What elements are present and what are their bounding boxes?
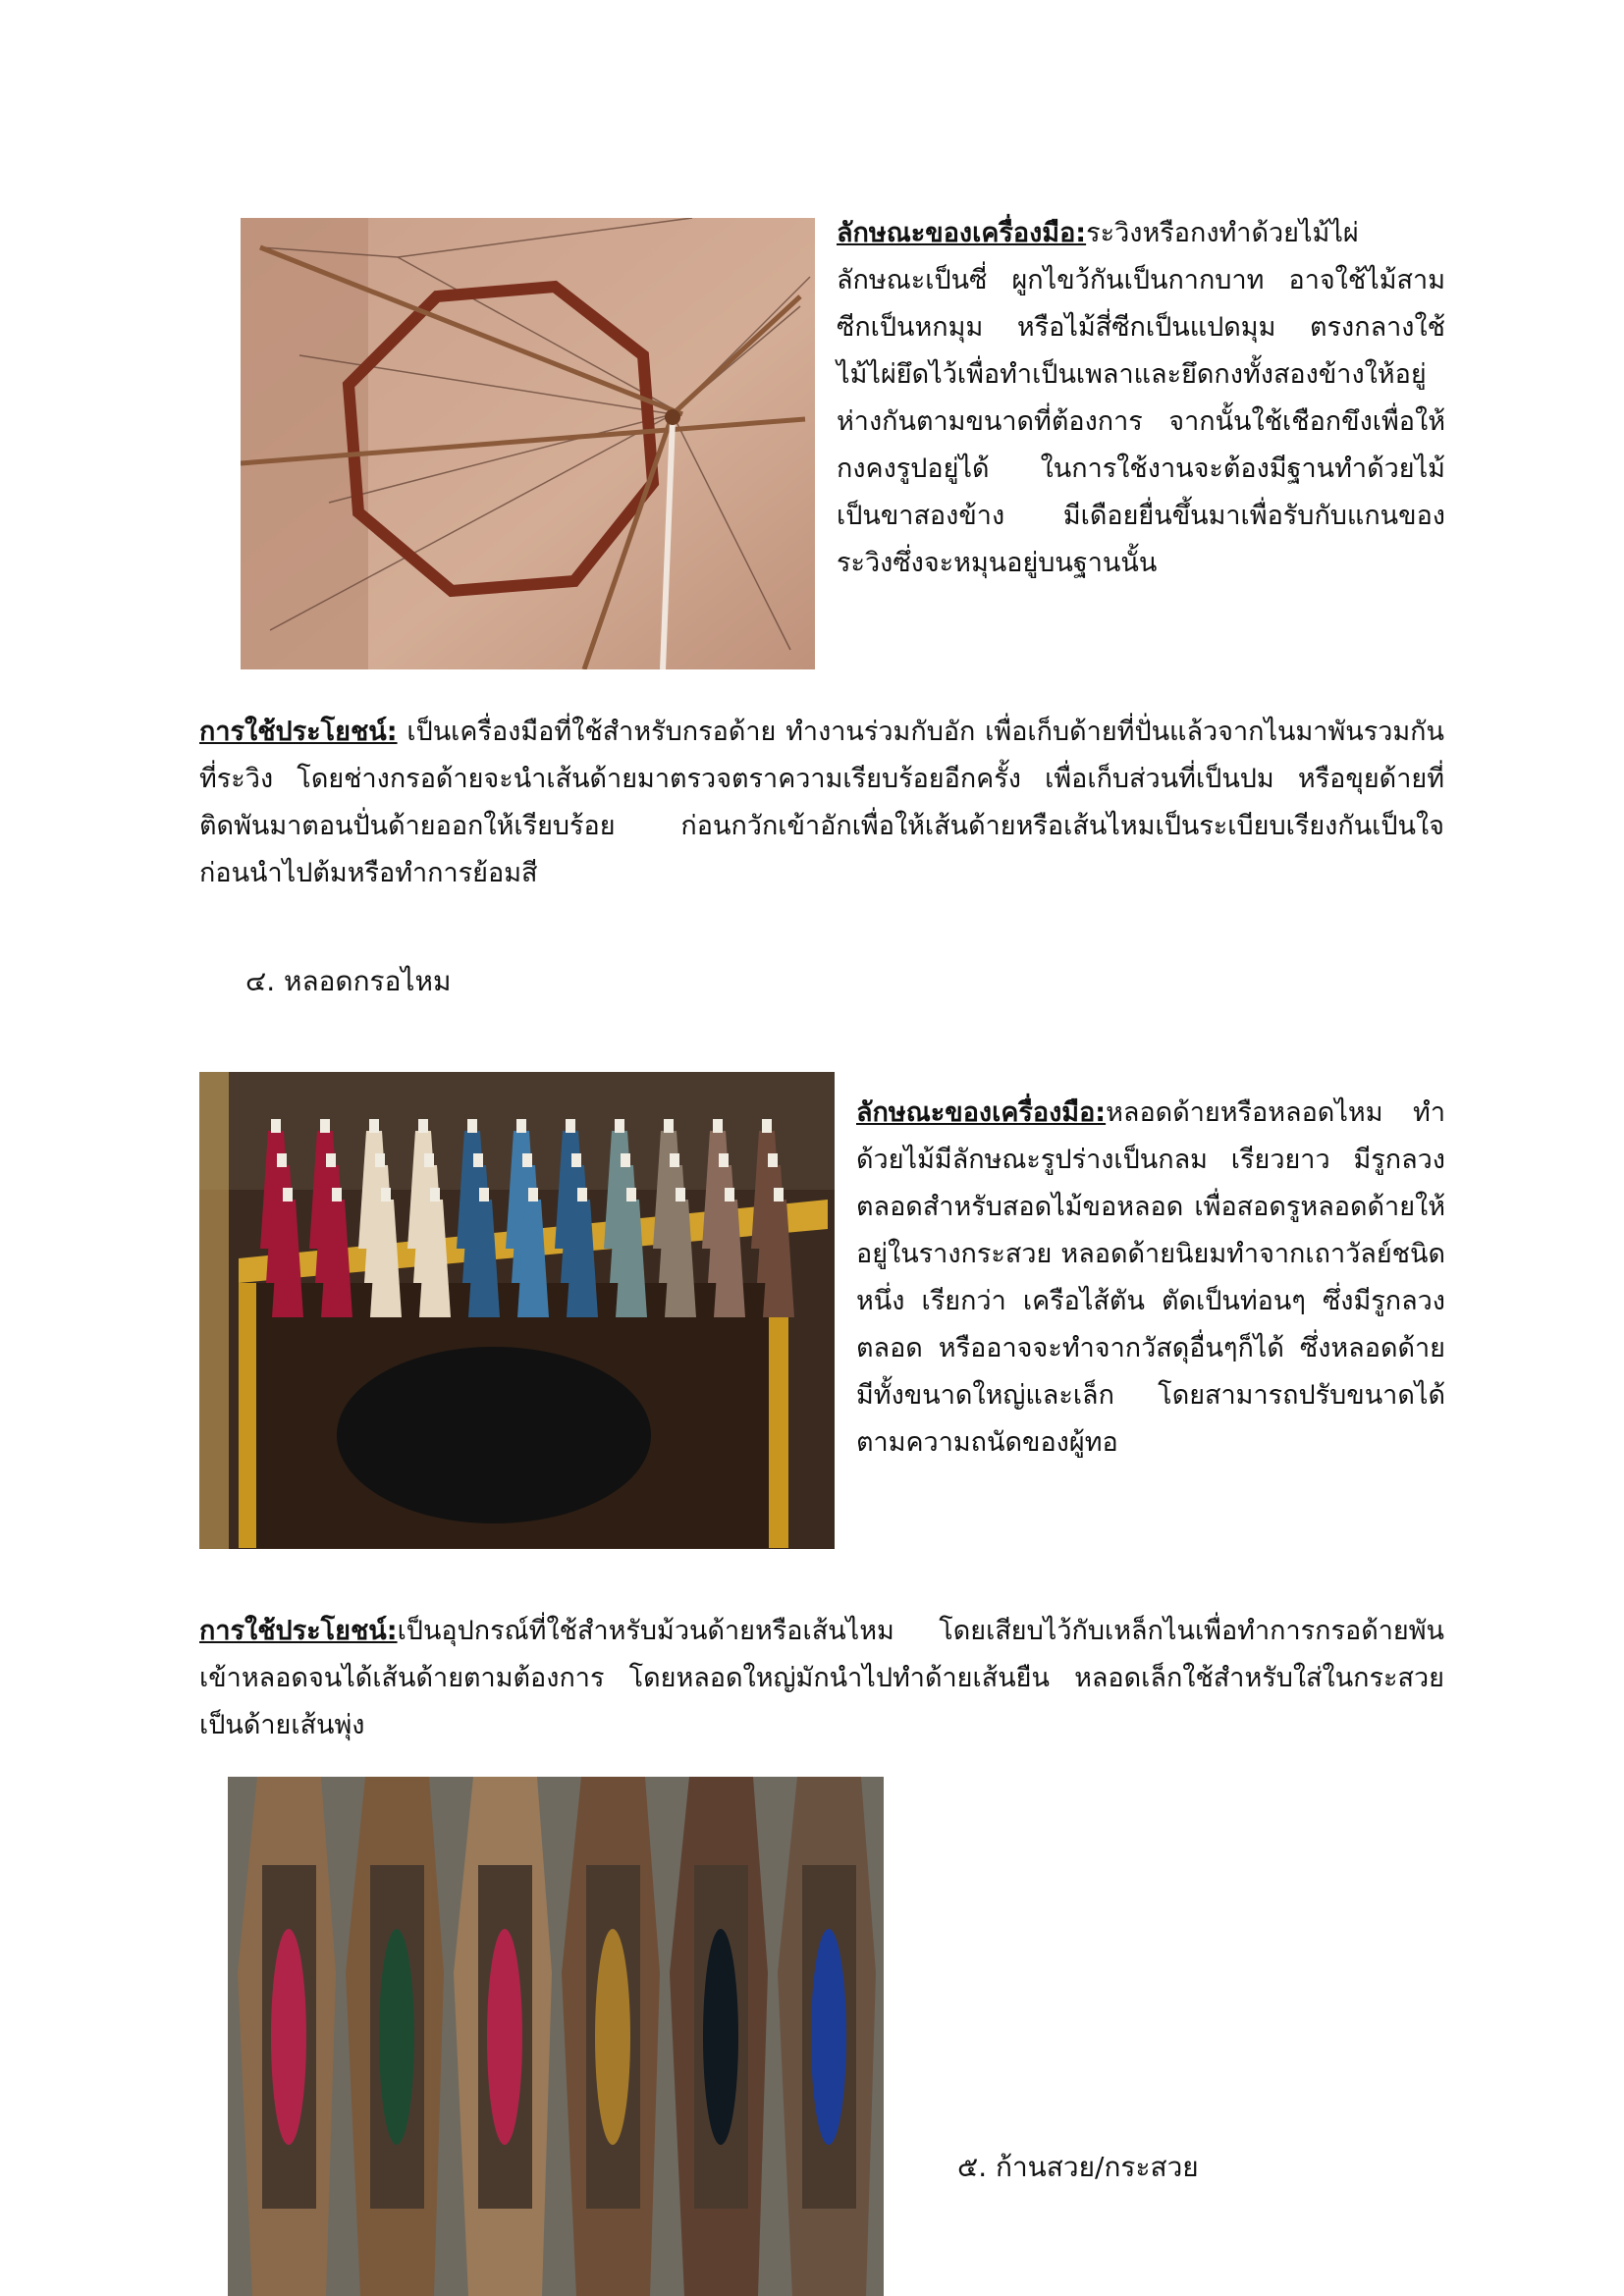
spool-tip	[626, 1188, 636, 1201]
spool-tip	[271, 1119, 281, 1133]
description-text: หลอดด้ายหรือหลอดไหม ทำด้วยไม้มีลักษณะรูปร่างเป็นกลม เรียวยาว มีรูกลวงตลอดสำหรับสอดไม้ขอหลอด เพื่อสอดรูหลอดด้ายให้อยู่ในรางกระสวย หลอดด้ายนิยมทำจากเถาวัลย์ชนิดหนึ่ง เรียกว่า เครือไส้ตัน ตัดเป็นท่อนๆ ซึ่งมีรูกลวงตลอด หรืออาจจะทำจากวัสดุอื่นๆก็ได้ ซึ่งหลอดด้ายมีทั้งขนาดใหญ่และเล็ก โดยสามารถปรับขนาดได้ตามความถนัดของผู้ทอ	[856, 1097, 1445, 1458]
spool-tip	[571, 1153, 581, 1167]
description-text: ระวิงหรือกงทำด้วยไม้ไผ่ลักษณะเป็นซี่ ผูกไขว้กันเป็นกากบาท อาจใช้ไม้สามซีกเป็นหกมุม หรือไม้สี่ซีกเป็นแปดมุม ตรงกลางใช้ไม้ไผ่ยึดไว้เพื่อทำเป็นเพลาและยึดกงทั้งสองข้างให้อยู่ห่างกันตามขนาดที่ต้องการ จากนั้นใช้เชือกขึงเพื่อให้กงคงรูปอยู่ได้ ในการใช้งานจะต้องมีฐานทำด้วยไม้เป็นขาสองข้าง มีเดือยยื่นขึ้นมาเพื่อรับกับแกนของระวิงซึ่งจะหมุนอยู่บนฐานนั้น	[837, 218, 1445, 578]
spool-tip	[418, 1119, 428, 1133]
spool-tip	[670, 1153, 679, 1167]
spool-tip	[283, 1188, 293, 1201]
spool-tip	[528, 1188, 538, 1201]
silk-spool-rack-photo	[199, 1072, 835, 1549]
spool-tip	[473, 1153, 483, 1167]
usage-text: เป็นเครื่องมือที่ใช้สำหรับกรอด้าย ทำงานร่วมกับอัก เพื่อเก็บด้ายที่ปั่นแล้วจากไนมาพันรวมกันที่ระวิง โดยช่างกรอด้ายจะนำเส้นด้ายมาตรวจตราความเรียบร้อยอีกครั้ง เพื่อเก็บส่วนที่เป็นปม หรือขุยด้ายที่ติดพันมาตอนปั่นด้ายออกให้เรียบร้อย ก่อนกวักเข้าอักเพื่อให้เส้นด้ายหรือเส้นไหมเป็นระเบียบเรียงกันเป็นใจ ก่อนนำไปต้มหรือทำการย้อมสี	[199, 717, 1444, 888]
spool-tip	[621, 1153, 630, 1167]
section1-description	[837, 210, 1445, 587]
spool-tip	[713, 1119, 723, 1133]
description-label: ลักษณะของเครื่องมือ:	[837, 218, 1087, 248]
thread-bobbin	[379, 1929, 414, 2145]
spool-tip	[381, 1188, 391, 1201]
spool-tip	[768, 1153, 778, 1167]
spool-tip	[277, 1153, 287, 1167]
thread-bobbin	[595, 1929, 630, 2145]
thread-bobbin	[811, 1929, 846, 2145]
spool-tip	[577, 1188, 587, 1201]
description-label: ลักษณะของเครื่องมือ:	[856, 1097, 1107, 1128]
spool-tip	[774, 1188, 784, 1201]
weaving-shuttles-photo	[228, 1777, 884, 2296]
usage-text: เป็นอุปกรณ์ที่ใช้สำหรับม้วนด้ายหรือเส้นไหม โดยเสียบไว้กับเหล็กไนเพื่อทำการกรอด้ายพันเข้าหลอดจนได้เส้นด้ายตามต้องการ โดยหลอดใหญ่มักนำไปทำด้ายเส้นยืน หลอดเล็กใช้สำหรับใส่ในกระสวยเป็นด้ายเส้นพุ่ง	[199, 1616, 1444, 1740]
spool-tip	[676, 1188, 685, 1201]
spool-tip	[332, 1188, 342, 1201]
spool-tip	[719, 1153, 729, 1167]
usage-label: การใช้ประโยชน์:	[199, 717, 398, 747]
spool-tip	[762, 1119, 772, 1133]
section2-description	[856, 1090, 1445, 1467]
spool-tip	[664, 1119, 674, 1133]
spool-tip	[320, 1119, 330, 1133]
usage-label: การใช้ประโยชน์:	[199, 1616, 398, 1646]
section2-usage	[199, 1608, 1444, 1749]
bamboo-reel-photo	[241, 218, 815, 669]
section1-usage	[199, 709, 1444, 897]
spool-tip	[522, 1153, 532, 1167]
spool-tip	[326, 1153, 336, 1167]
spool-tip	[516, 1119, 526, 1133]
spool-tip	[479, 1188, 489, 1201]
spool-tip	[424, 1153, 434, 1167]
thread-bobbin	[271, 1929, 306, 2145]
spool-tip	[725, 1188, 734, 1201]
spool-tip	[566, 1119, 575, 1133]
spool-tip	[430, 1188, 440, 1201]
spool-tip	[375, 1153, 385, 1167]
spool-tip	[369, 1119, 379, 1133]
spool-tip	[615, 1119, 624, 1133]
thread-bobbin	[487, 1929, 522, 2145]
thread-bobbin	[703, 1929, 738, 2145]
section-heading-5: ๕. ก้านสวย/กระสวย	[957, 2151, 1199, 2183]
spool-tip	[467, 1119, 477, 1133]
section-heading-4: ๔. หลอดกรอไหม	[245, 965, 452, 997]
